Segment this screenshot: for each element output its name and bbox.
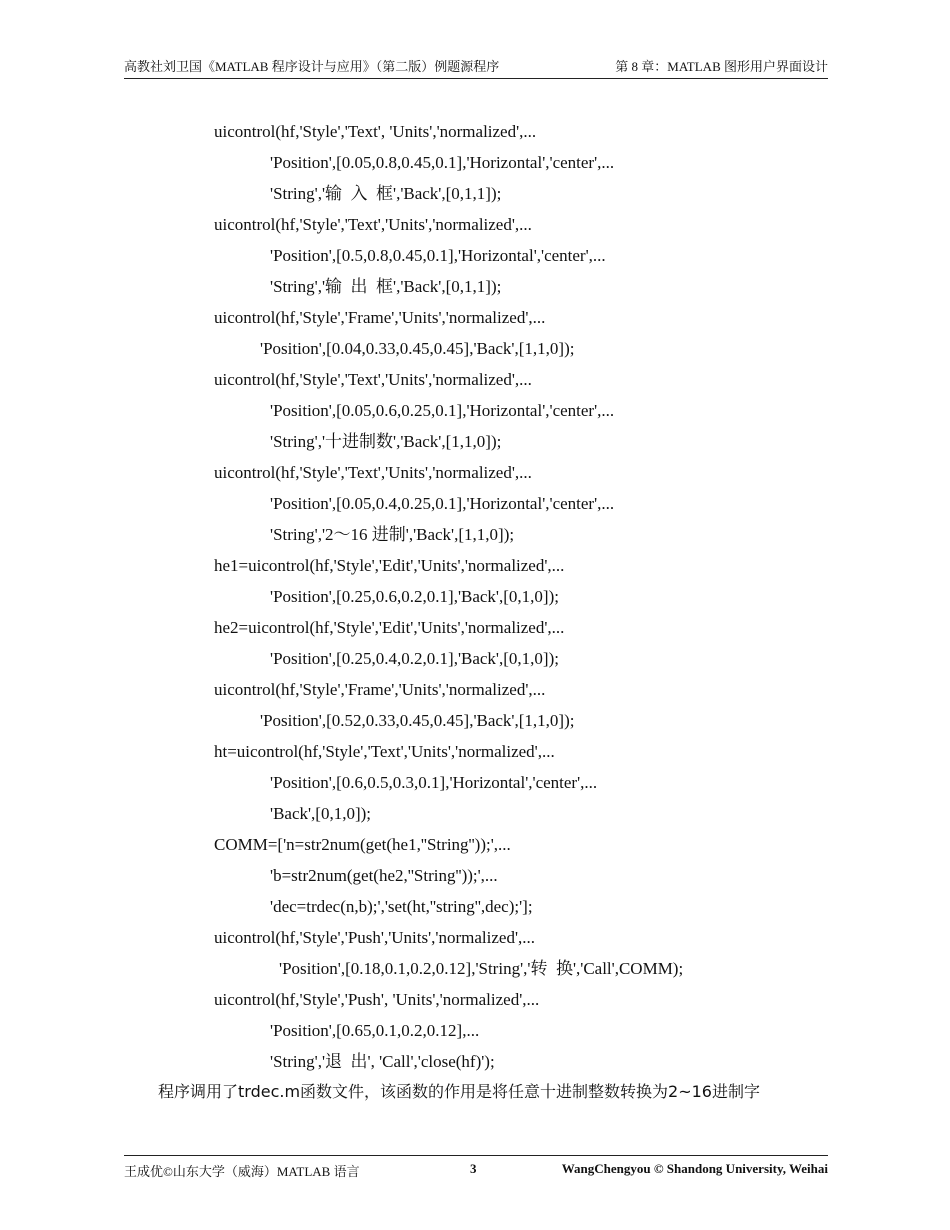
body-paragraph: 程序调用了trdec.m函数文件，该函数的作用是将任意十进制整数转换为2~16进制字: [158, 1082, 760, 1101]
code-line: 'Position',[0.25,0.6,0.2,0.1],'Back',[0,1,0]);: [270, 587, 559, 606]
footer-copyright: WangChengyou © Shandong University, Weihai: [561, 1161, 828, 1176]
page-number: 3: [470, 1161, 477, 1176]
code-line: 'Position',[0.65,0.1,0.2,0.12],...: [270, 1021, 480, 1040]
code-line: 'dec=trdec(n,b);','set(ht,''string'',dec);'];: [270, 897, 533, 916]
code-line: 'Position',[0.52,0.33,0.45,0.45],'Back',[1,1,0]);: [260, 711, 575, 730]
code-line: uicontrol(hf,'Style','Frame','Units','normalized',...: [214, 680, 546, 699]
header-book-title: 高教社刘卫国《MATLAB 程序设计与应用》（第二版）例题源程序: [124, 59, 500, 74]
code-line: 'Position',[0.25,0.4,0.2,0.1],'Back',[0,1,0]);: [270, 649, 559, 668]
code-line: 'Position',[0.6,0.5,0.3,0.1],'Horizontal','center',...: [270, 773, 598, 792]
page-footer: [124, 1155, 828, 1180]
code-line: 'String','输 入 框','Back',[0,1,1]);: [270, 184, 502, 203]
code-line: uicontrol(hf,'Style','Push','Units','normalized',...: [214, 928, 536, 947]
code-line: COMM=['n=str2num(get(he1,''String''));',...: [214, 835, 511, 854]
code-line: 'String','十进制数','Back',[1,1,0]);: [270, 432, 502, 451]
page-header: [124, 58, 828, 79]
code-line: 'b=str2num(get(he2,''String''));',...: [270, 866, 498, 885]
header-chapter-title: 第 8 章：MATLAB 图形用户界面设计: [615, 59, 828, 74]
code-line: uicontrol(hf,'Style','Frame','Units','normalized',...: [214, 308, 546, 327]
code-line: uicontrol(hf,'Style','Text','Units','normalized',...: [214, 463, 532, 482]
code-line: 'Position',[0.04,0.33,0.45,0.45],'Back',[1,1,0]);: [260, 339, 575, 358]
code-line: 'Position',[0.05,0.4,0.25,0.1],'Horizontal','center',...: [270, 494, 615, 513]
code-line: 'String','输 出 框','Back',[0,1,1]);: [270, 277, 502, 296]
code-line: 'Position',[0.5,0.8,0.45,0.1],'Horizontal','center',...: [270, 246, 606, 265]
code-line: uicontrol(hf,'Style','Text','Units','normalized',...: [214, 370, 532, 389]
code-line: 'String','退 出', 'Call','close(hf)');: [270, 1052, 495, 1071]
code-line: 'Position',[0.18,0.1,0.2,0.12],'String','转 换','Call',COMM);: [279, 959, 684, 978]
footer-author: 王成优©山东大学（威海）MATLAB 语言: [124, 1164, 360, 1179]
code-line: uicontrol(hf,'Style','Push', 'Units','normalized',...: [214, 990, 540, 1009]
code-line: 'Position',[0.05,0.8,0.45,0.1],'Horizontal','center',...: [270, 153, 615, 172]
code-line: 'String','2～16 进制','Back',[1,1,0]);: [270, 525, 515, 544]
code-line: ht=uicontrol(hf,'Style','Text','Units','normalized',...: [214, 742, 555, 761]
code-line: uicontrol(hf,'Style','Text','Units','normalized',...: [214, 215, 532, 234]
code-line: he2=uicontrol(hf,'Style','Edit','Units','normalized',...: [214, 618, 565, 637]
code-line: he1=uicontrol(hf,'Style','Edit','Units','normalized',...: [214, 556, 565, 575]
code-line: 'Position',[0.05,0.6,0.25,0.1],'Horizontal','center',...: [270, 401, 615, 420]
code-line: uicontrol(hf,'Style','Text', 'Units','normalized',...: [214, 122, 537, 141]
code-line: 'Back',[0,1,0]);: [270, 804, 372, 823]
